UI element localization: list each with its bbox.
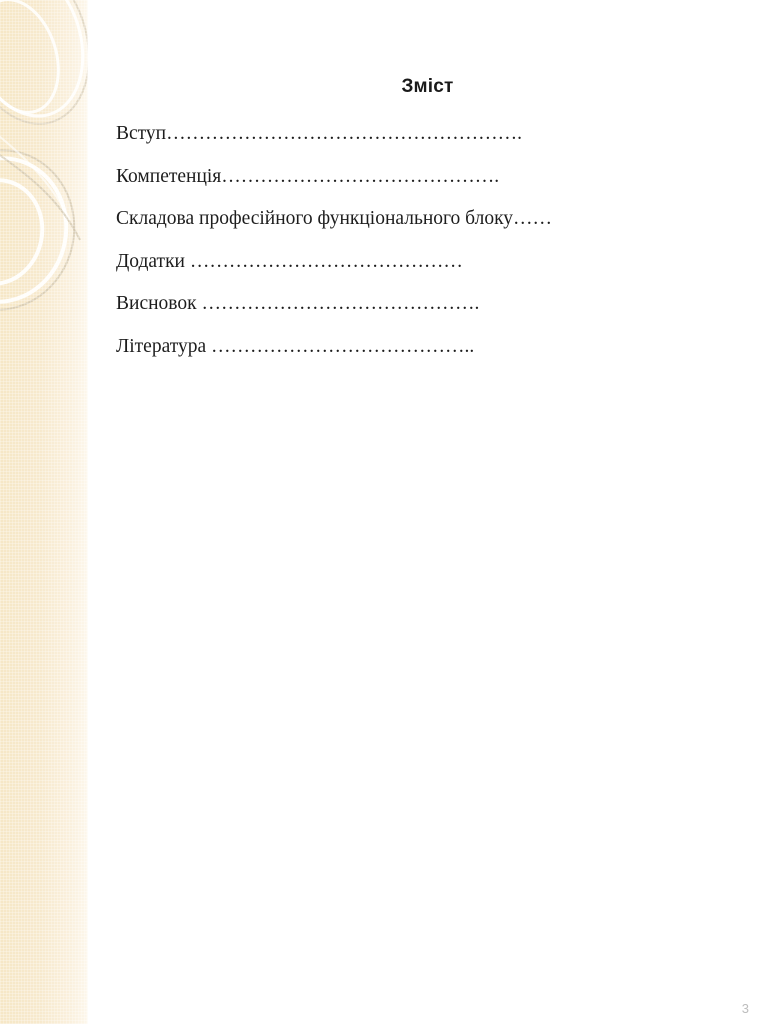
list-item: Висновок …………………………………….	[116, 293, 480, 314]
list-item: Компетенція…………………………………….	[116, 165, 500, 187]
slide-content	[88, 0, 767, 1024]
page-title: Зміст	[401, 76, 454, 97]
list-item: Додатки ……………………………………	[116, 250, 463, 272]
page-number: 3	[741, 1001, 749, 1016]
swirl-ornament-icon	[0, 0, 88, 390]
list-item: Література …………………………………..	[116, 335, 475, 357]
list-item: Складова професійного функціонального блоку……	[116, 208, 553, 229]
table-of-contents	[116, 124, 727, 379]
list-item: Вступ……………………………………………….	[116, 123, 522, 144]
decorative-side-band	[0, 0, 88, 1024]
